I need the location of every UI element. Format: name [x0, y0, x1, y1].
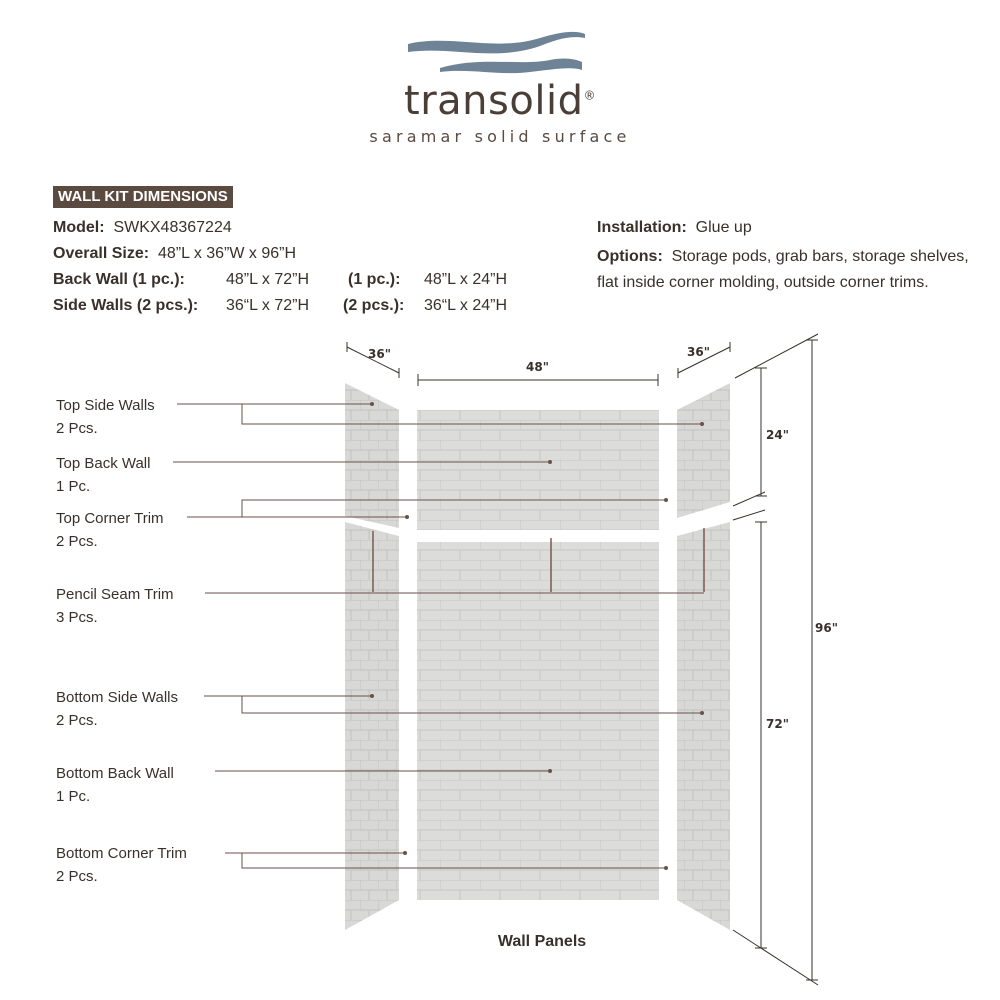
top-back-wall — [417, 410, 659, 530]
diagram-caption: Wall Panels — [497, 933, 587, 950]
spec-model: Model: SWKX48367224 — [53, 219, 232, 236]
dim-right-width: 36" — [687, 345, 710, 359]
dim-total-height-line — [806, 340, 818, 980]
spec-back-wall-top: (1 pc.): — [348, 271, 401, 288]
spec-side-walls-top-value: 36“L x 24”H — [424, 297, 507, 314]
callout-bottom-corner-trim: Bottom Corner Trim 2 Pcs. — [56, 845, 187, 885]
dim-left-width: 36" — [368, 347, 391, 361]
bottom-left-side-wall — [345, 522, 399, 930]
spec-back-wall: Back Wall (1 pc.): — [53, 271, 185, 288]
bottom-back-wall — [417, 542, 659, 900]
spec-installation: Installation: Glue up — [597, 219, 752, 236]
dim-back-width: 48" — [526, 360, 549, 374]
brand-name: transolid® — [404, 78, 596, 124]
spec-side-walls-top: (2 pcs.): — [343, 297, 405, 314]
spec-overall-size: Overall Size: 48”L x 36”W x 96”H — [53, 245, 297, 262]
dim-back-width-line — [418, 374, 658, 386]
top-right-side-wall — [677, 383, 730, 518]
brand-tagline: saramar solid surface — [369, 127, 631, 146]
callout-top-corner-trim: Top Corner Trim 2 Pcs. — [56, 510, 164, 550]
spec-side-walls: Side Walls (2 pcs.): — [53, 297, 199, 314]
callout-top-side-walls: Top Side Walls 2 Pcs. — [56, 397, 155, 437]
dim-top-height: 24" — [766, 428, 789, 442]
spec-back-wall-value: 48”L x 72”H — [226, 271, 309, 288]
dim-bottom-height: 72" — [766, 717, 789, 731]
callout-top-back-wall: Top Back Wall 1 Pc. — [56, 455, 151, 495]
dim-total-height: 96" — [815, 621, 838, 635]
section-heading: WALL KIT DIMENSIONS — [53, 186, 233, 208]
spec-back-wall-top-value: 48”L x 24”H — [424, 271, 507, 288]
spec-side-walls-value: 36“L x 72”H — [226, 297, 309, 314]
callout-pencil-seam-trim: Pencil Seam Trim 3 Pcs. — [56, 586, 174, 626]
callout-bottom-side-walls: Bottom Side Walls 2 Pcs. — [56, 689, 178, 729]
spec-options: Options: Storage pods, grab bars, storage shelves, flat inside corner molding, outside corner trims. — [597, 248, 969, 291]
dim-bottom-height-line — [755, 522, 767, 948]
callout-bottom-back-wall: Bottom Back Wall 1 Pc. — [56, 765, 174, 805]
